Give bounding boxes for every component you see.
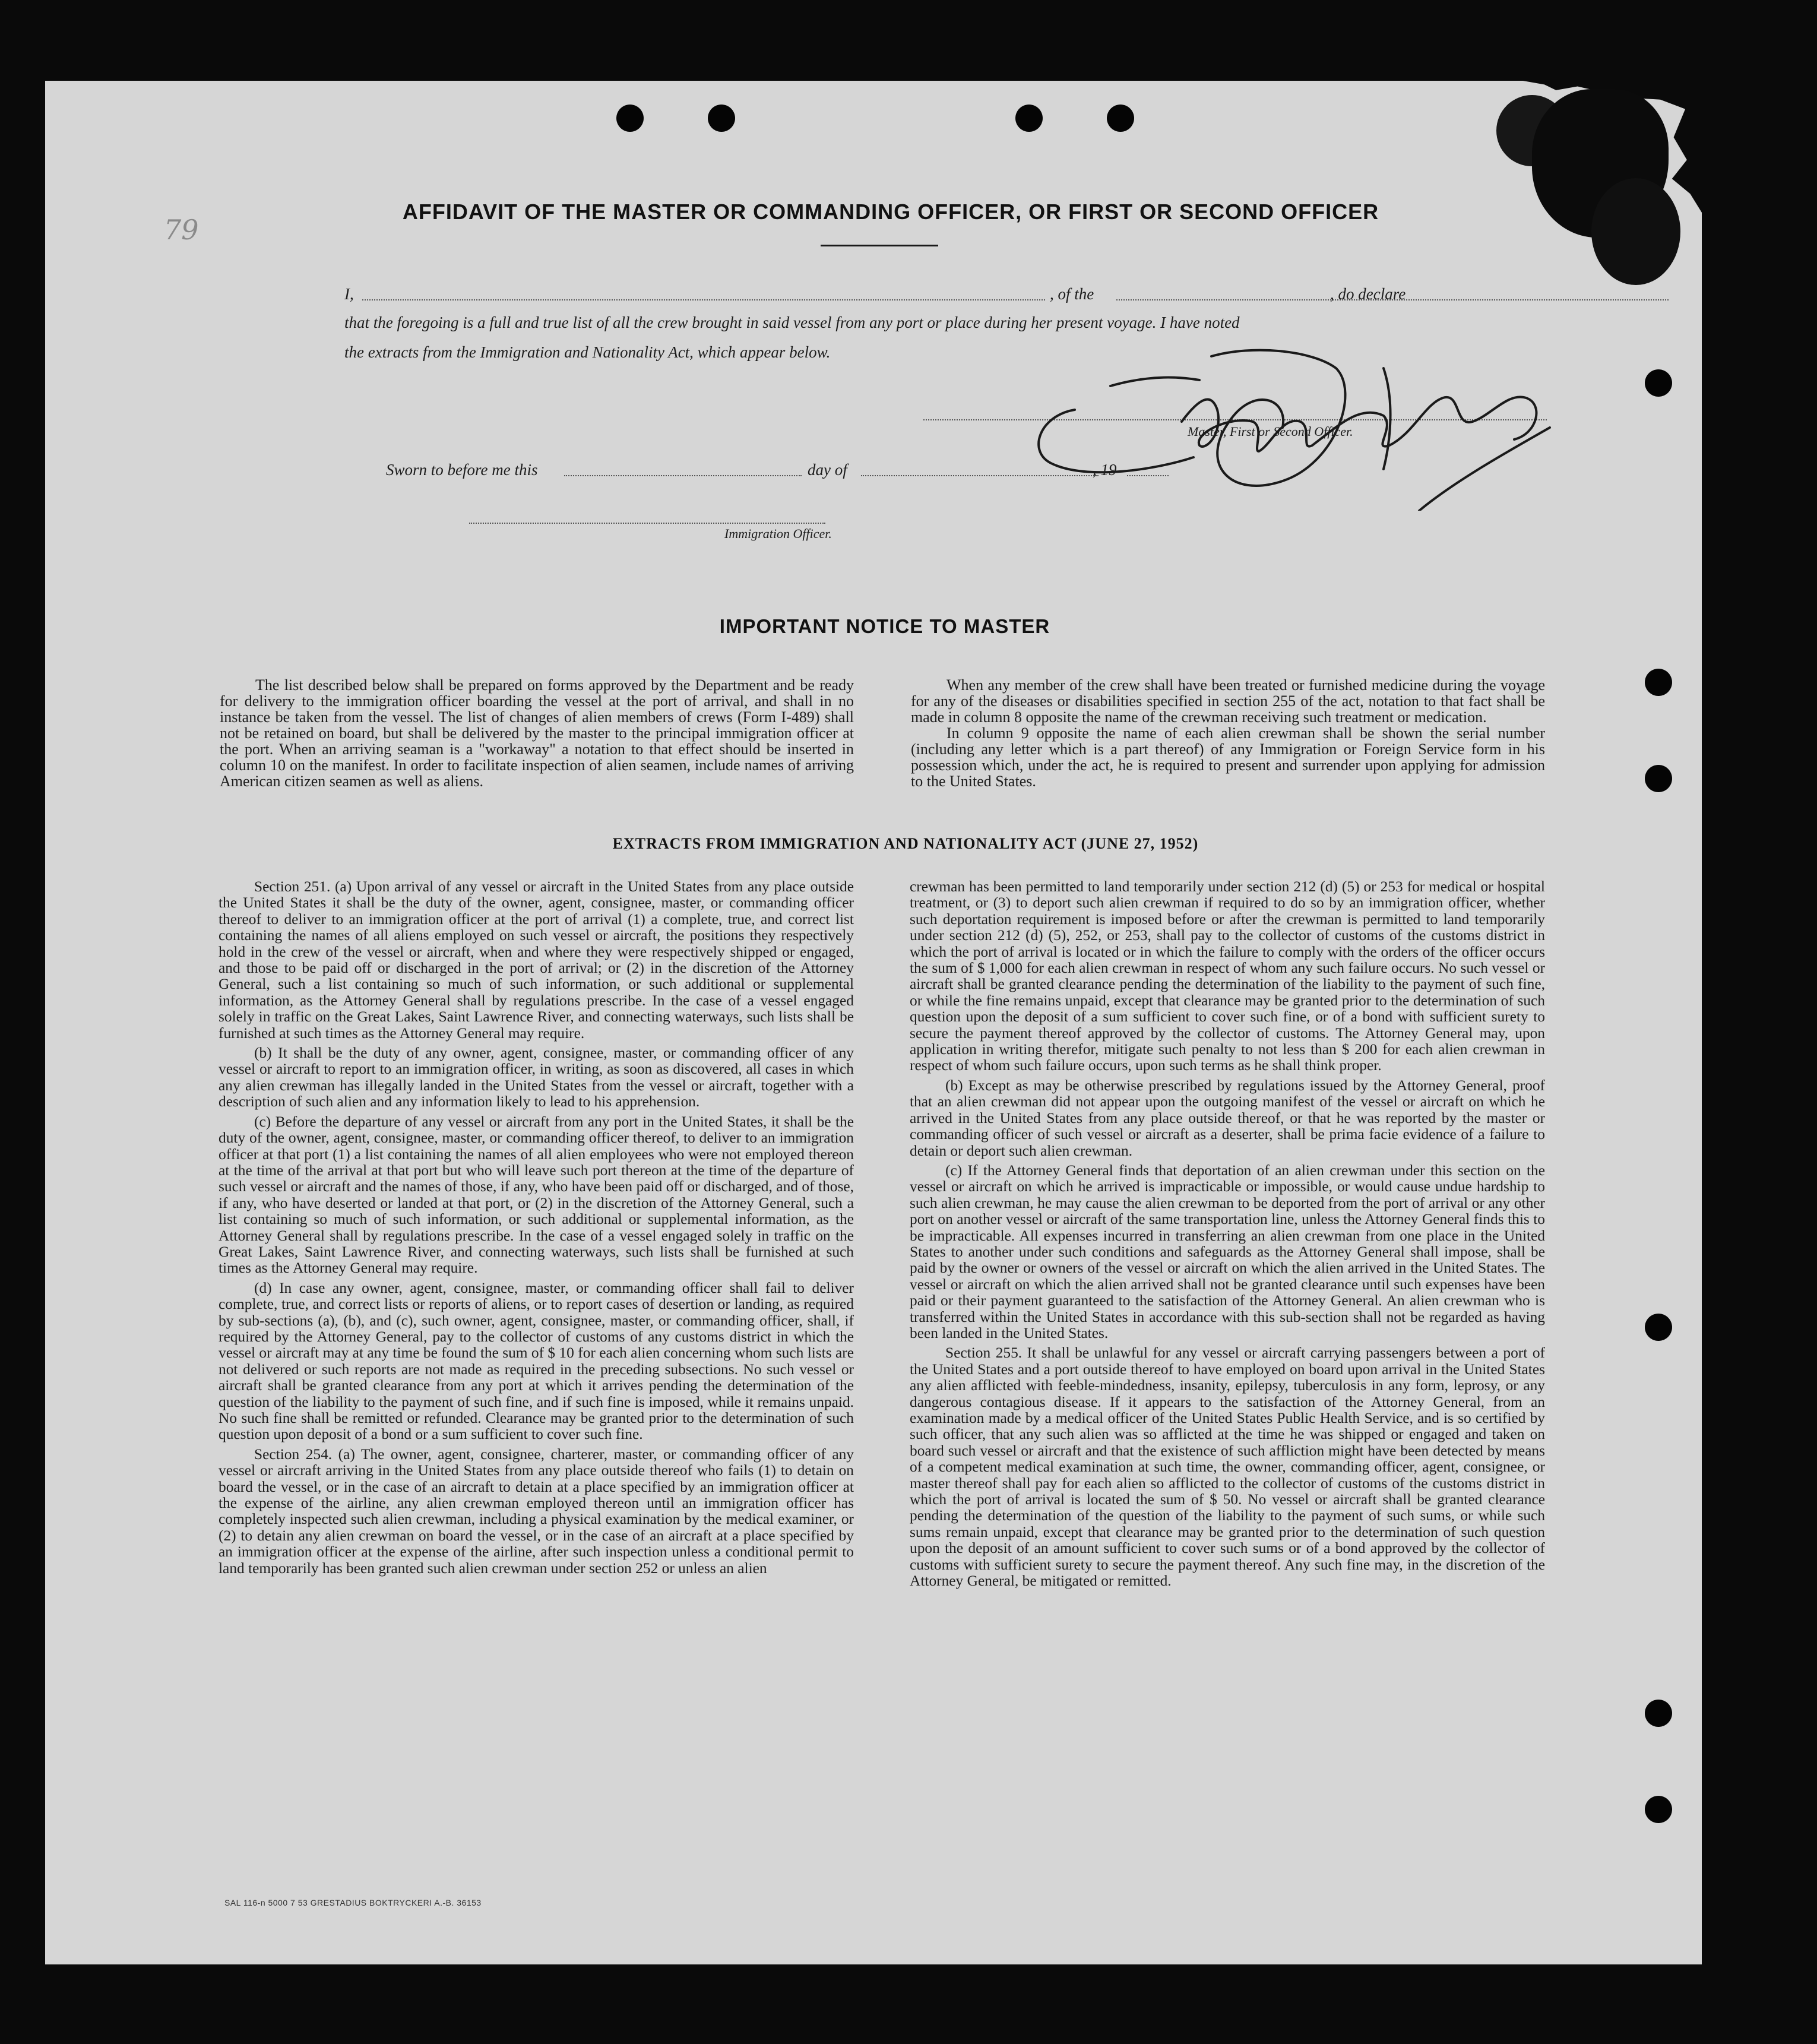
notice-right-paragraph-2: In column 9 opposite the name of each alien crewman shall be shown the serial number (including any letter which is a part thereof) of any Immigration or Foreign Service form in his possession which, under the act, he is required to present and surrender upon applying for admission to the United States. [911, 724, 1545, 790]
notice-left-paragraph: The list described below shall be prepared on forms approved by the Department and be ready for delivery to the immigration officer boarding the vessel at the port of arrival, and shall in no instance be taken from the vessel. The list of changes of alien members of crews (Form I-489) shall not be retained on board, but shall be delivered by the master to the principal immigration officer at the port. When an arriving seaman is a "workaway" a notation to that effect should be inserted in column 10 on the manifest. In order to facilitate inspection of alien seamen, include names of arriving American citizen seamen as well as aliens. [220, 676, 854, 790]
text-sworn: Sworn to before me this [386, 461, 538, 479]
text-day-of: day of [808, 461, 847, 479]
month-field[interactable] [861, 475, 1099, 476]
section-255: Section 255. It shall be unlawful for any vessel or aircraft carrying passengers between a port of the United States and a port outside thereof to have employed on board upon arrival in the United States any alien afflicted with feeble-mindedness, insanity, epilepsy, tuberculosis in any form, leprosy, or any dangerous contagious disease. If it appears to the satisfaction of the Attorney General, from an examination made by a medical officer of the United States Public Health Service, and is so certified by such officer, that any such alien was so afflicted at the time he was shipped or engaged and taken on board such vessel or aircraft and that the existence of such affliction might have been detected by means of a competent medical examination at such time, the owner, commanding officer, agent, consignee, or master thereof shall pay for each alien so afflicted to the collector of customs of the customs district in which the port of arrival is located the sum of $ 50. No vessel or aircraft shall be granted clearance pending the determination of the question of the liability to the payment of such sums, or while such sums remain unpaid, except that clearance may be granted prior to the determination of such question upon the deposit of an amount sufficient to cover such sums or of a bond approved by the collector of customs with sufficient surety to secure the payment thereof. Any such fine may, in the discretion of the Attorney General, be mitigated or remitted. [910, 1344, 1545, 1590]
text-i: I, [344, 285, 354, 303]
year-field[interactable] [1127, 475, 1169, 476]
immigration-officer-line[interactable] [469, 523, 825, 524]
immigration-officer-caption: Immigration Officer. [724, 526, 832, 541]
section-251-c: (c) Before the departure of any vessel or aircraft from any port in the United States, it shall be the duty of the owner, agent, consignee, master, or commanding officer thereof, to deliver to an immigration officer at that port (1) a list containing the names of all alien employees who were not employed thereon at the time of the arrival at that port but who will leave such port thereon at the time of the departure of such vessel or aircraft and the names of those, if any, who have been paid off or discharged, and of those, if any, who have deserted or landed at that port, or (2) in the discretion of the Attorney General, such a list containing so much of such information, or such additional or supplemental information, as the Attorney General shall by regulations prescribe. In the case of a vessel engaged solely in traffic on the Great Lakes, Saint Lawrence River, and connecting waterways, such lists shall be furnished at such times as the Attorney General may require. [219, 1113, 854, 1277]
name-field[interactable] [362, 299, 1045, 300]
notice-right-paragraph-1: When any member of the crew shall have been treated or furnished medicine during the voyage for any of the diseases or disabilities specified in section 255 of the act, notation to that fact shall be made in column 8 opposite the name of the crewman receiving such treatment or medication. [911, 676, 1545, 726]
burn-damage [1591, 178, 1680, 285]
text-year: , 19 [1093, 461, 1117, 479]
section-254-a-continued: crewman has been permitted to land temporarily under section 212 (d) (5) or 253 for medical or hospital treatment, or (3) to deport such alien crewman if required to do so by an immigration officer, whether such deportation requirement is imposed before or after the crewman is permitted to land temporarily under section 212 (d) (5), 252, or 253, shall pay to the collector of customs of the customs district in which the port of arrival is located or in which the failure to comply with the orders of the officer occurs the sum of $ 1,000 for each alien crewman in respect of whom any such failure occurs. No such vessel or aircraft shall be granted clearance pending the determination of the liability to the payment of such fine, or while the fine remains unpaid, except that clearance may be granted prior to the determination of such question upon the deposit of a sum sufficient to cover such fine, or of a bond with sufficient surety to secure the payment thereof approved by the collector of customs. The Attorney General may, upon application in writing therefor, mitigate such penalty to not less than $ 200 for each alien crewman in respect of whom such failure occurs, upon such terms as he shall think proper. [910, 878, 1545, 1074]
punch-hole [1645, 765, 1672, 792]
master-caption: Master, First or Second Officer. [1188, 424, 1353, 439]
extracts-right-column [910, 879, 1545, 1593]
punch-hole [1645, 1796, 1672, 1823]
section-254-c: (c) If the Attorney General finds that deportation of an alien crewman under this section on the vessel or aircraft on which he arrived is impracticable or impossible, or would cause undue hardship to such alien crewman, he may cause the alien crewman to be deported from the port of arrival or any other port on another vessel or aircraft of the same transportation line, unless the Attorney General finds this to be impracticable. All expenses incurred in transferring an alien crewman from one place in the United States to another under such conditions and safeguards as the Attorney General shall impose, shall be paid by the owner or owners of the vessel or aircraft on which the alien arrived in the United States. The vessel or aircraft on which the alien arrived shall not be granted clearance until such expenses have been paid or their payment guaranteed to the satisfaction of the Attorney General. An alien crewman who is transferred within the United States in accordance with this sub-section shall not be regarded as having been landed in the United States. [910, 1162, 1545, 1341]
section-254-b: (b) Except as may be otherwise prescribed by regulations issued by the Attorney General, proof that an alien crewman did not appear upon the outgoing manifest of the vessel or aircraft on which he arrived in the United States from any place outside thereof, or that he was reported by the master or commanding officer of such vessel or aircraft as a deserter, shall be prima facie evidence of a failure to detain or deport such alien crewman. [910, 1077, 1545, 1159]
section-251-a: Section 251. (a) Upon arrival of any vessel or aircraft in the United States from any place outside the United States it shall be the duty of the owner, agent, consignee, master, or commanding officer thereof to deliver to an immigration officer at the port of arrival (1) a complete, true, and correct list containing the names of all aliens employed on such vessel or aircraft, the positions they respectively hold in the crew of the vessel or aircraft, when and where they were respectively shipped or engaged, and those to be paid off or discharged in the port of arrival; or (2) in the discretion of the Attorney General, such a list containing so much of such information, or such additional or supplemental information, as the Attorney General shall by regulations prescribe. In the case of a vessel engaged solely in traffic on the Great Lakes, Saint Lawrence River, and connecting waterways, such lists shall be furnished at such times as the Attorney General may require. [219, 878, 854, 1042]
extracts-title: EXTRACTS FROM IMMIGRATION AND NATIONALITY ACT (JUNE 27, 1952) [612, 835, 1199, 852]
notice-title: IMPORTANT NOTICE TO MASTER [719, 615, 1050, 637]
affidavit-line-3: the extracts from the Immigration and Nationality Act, which appear below. [344, 343, 831, 361]
text-of-the: , of the [1050, 285, 1094, 303]
notice-right-column [911, 677, 1545, 789]
affidavit-line-1 [344, 285, 1413, 306]
section-251-b: (b) It shall be the duty of any owner, agent, consignee, master, or commanding officer of any vessel or aircraft to report to an immigration officer, in writing, as soon as discovered, all cases in which any alien crewman has illegally landed in the United States from the vessel or aircraft, together with a description of such alien and any information likely to lead to his apprehension. [219, 1045, 854, 1110]
notice-left-column [220, 677, 854, 789]
section-254-a: Section 254. (a) The owner, agent, consignee, charterer, master, or commanding officer of any vessel or aircraft arriving in the United States from any place outside thereof who fails (1) to detain on board the vessel, or in the case of an aircraft to detain at a place specified by an immigration officer at the expense of the airline, any alien crewman employed thereon until an immigration officer has completely inspected such alien crewman, including a physical examination by the medical examiner, or (2) to detain any alien crewman on board the vessel, or in the case of an aircraft at a place specified by an immigration officer at the expense of the airline, after such inspection unless a conditional permit to land temporarily has been granted such alien crewman under section 252 or unless an alien [219, 1445, 854, 1577]
form-code-footer: SAL 116-n 5000 7 53 GRESTADIUS BOKTRYCKERI A.-B. 36153 [224, 1898, 482, 1907]
section-251-d: (d) In case any owner, agent, consignee, master, or commanding officer shall fail to deliver complete, true, and correct lists or reports of aliens, or to report cases of desertion or landing, as required by sub-sections (a), (b), and (c), such owner, agent, consignee, master, or commanding officer, shall, if required by the Attorney General, pay to the collector of customs of any customs district in which the vessel or aircraft may at any time be found the sum of $ 10 for each alien concerning whom such lists are not delivered or such reports are not made as required in the preceding subsections. No such vessel or aircraft shall be granted clearance from any port at which it arrives pending the determination of the question of the liability to the payment of such fine, and if such fine is imposed, while it remains unpaid. No such fine shall be remitted or refunded. Clearance may be granted prior to the determination of such question upon deposit of a bond or a sum sufficient to cover such fine. [219, 1279, 854, 1443]
punch-hole [1645, 1700, 1672, 1727]
punch-hole [1645, 369, 1672, 397]
punch-hole [1107, 105, 1134, 132]
punch-hole [1645, 669, 1672, 696]
sworn-line [386, 461, 1217, 482]
margin-mark: 79 [164, 214, 199, 246]
bleed-through-text [249, 156, 1674, 176]
affidavit-title: AFFIDAVIT OF THE MASTER OR COMMANDING OFFICER, OR FIRST OR SECOND OFFICER [402, 200, 1379, 224]
day-field[interactable] [564, 475, 802, 476]
extracts-left-column [219, 879, 854, 1580]
punch-hole [616, 105, 644, 132]
title-rule [821, 245, 938, 246]
punch-hole [1015, 105, 1043, 132]
text-do-declare: , do declare [1330, 285, 1406, 303]
affidavit-line-2: that the foregoing is a full and true list of all the crew brought in said vessel from any port or place during her present voyage. I have noted [344, 314, 1240, 331]
punch-hole [1645, 1314, 1672, 1341]
handwritten-signature [1004, 333, 1597, 511]
punch-hole [708, 105, 735, 132]
